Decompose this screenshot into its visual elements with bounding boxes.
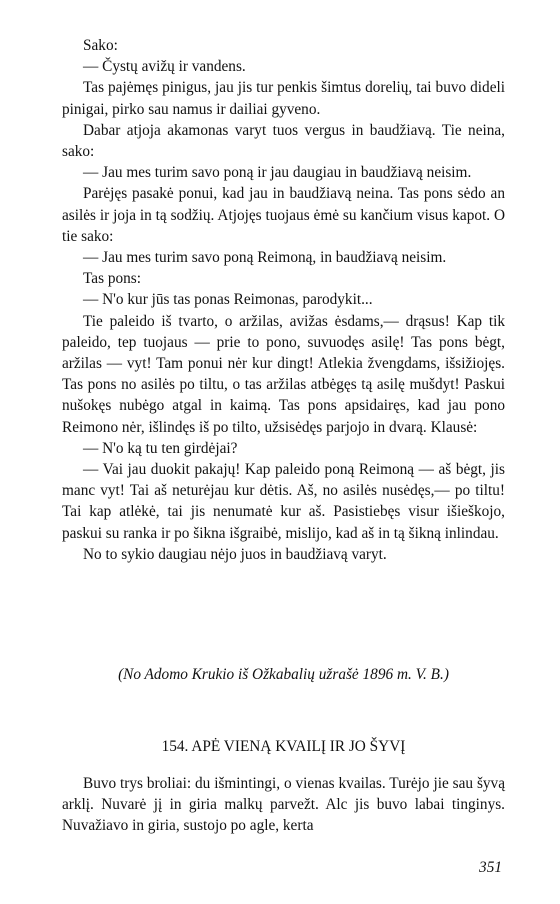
paragraph: Parėjęs pasakė ponui, kad jau in baudžiavą neina. Tas pons sėdo an asilės ir joja in tą sodžių. Atjojęs tuojaus ėmė su kančium visus kapot. O tie sako:	[62, 185, 505, 245]
paragraph: Dabar atjoja akamonas varyt tuos vergus in baudžiavą. Tie neina, sako:	[62, 121, 505, 161]
paragraph: Tas pons:	[83, 270, 141, 288]
paragraph: — Jau mes turim savo poną Reimoną, in baudžiavą neisim.	[83, 249, 447, 267]
story-heading: 154. APĖ VIENĄ KVAILĮ IR JO ŠYVĮ	[161, 738, 406, 755]
source-note: (No Adomo Krukio iš Ožkabalių užrašė 1896 m. V. B.)	[118, 666, 449, 683]
paragraph: Tie paleido iš tvarto, o aržilas, avižas ėsdams,— drąsus! Kap tik paleido, tep tuojaus — prie to pono, suvuodęs asilę! Tas pons bėgt, aržilas — vyt! Tam ponui nėr kur dingt! Atlekia žvengdams, išsižiojęs. Tas pons no asilės po tiltu, o tas aržilas atbėgęs tą asilę mušdyt! Paskui nušokęs nubėgo atgal in kaimą. Tas pons apsidairęs, kad jau pono Reimono nėr, išlindęs iš po tilto, užsisėdęs parjojo in dvarą. Klausė:	[62, 312, 505, 436]
paragraph: — N'o ką tu ten girdėjai?	[83, 439, 238, 457]
paragraph: Buvo trys broliai: du išmintingi, o vienas kvailas. Turėjo jie sau šyvą arklį. Nuvarė jį in giria malkų parvežt. Alc jis buvo labai tinginys. Nuvažiavo in giria, sustojo po agle, kerta	[62, 775, 505, 834]
page-number: 351	[479, 859, 502, 876]
paragraph: — N'o kur jūs tas ponas Reimonas, parodykit...	[83, 291, 373, 309]
paragraph: — Čystų avižų ir vandens.	[83, 58, 246, 76]
story-text-block	[62, 35, 505, 565]
paragraph: Sako:	[83, 37, 118, 54]
paragraph: Tas pajėmęs pinigus, jau jis tur penkis šimtus dorelių, tai buvo dideli pinigai, pirko sau namus ir dailiai gyveno.	[62, 79, 505, 118]
paragraph: No to sykio daugiau nėjo juos in baudžiavą varyt.	[83, 545, 387, 563]
paragraph: — Vai jau duokit pakajų! Kap paleido poną Reimoną — aš bėgt, jis manc vyt! Tai aš neturėjau kur dėtis. Aš, no asilės nusėdęs,— po tiltu! Tai kap atlėkė, tai jis nenumatė kur aš. Pasistiebęs visur išieškojo, paskui su ranka ir po šikna išgraibė, mislijo, kad aš in tą šikną inlindau.	[62, 461, 505, 542]
next-story-text	[62, 773, 505, 836]
paragraph: — Jau mes turim savo poną ir jau daugiau in baudžiavą neisim.	[83, 164, 472, 182]
